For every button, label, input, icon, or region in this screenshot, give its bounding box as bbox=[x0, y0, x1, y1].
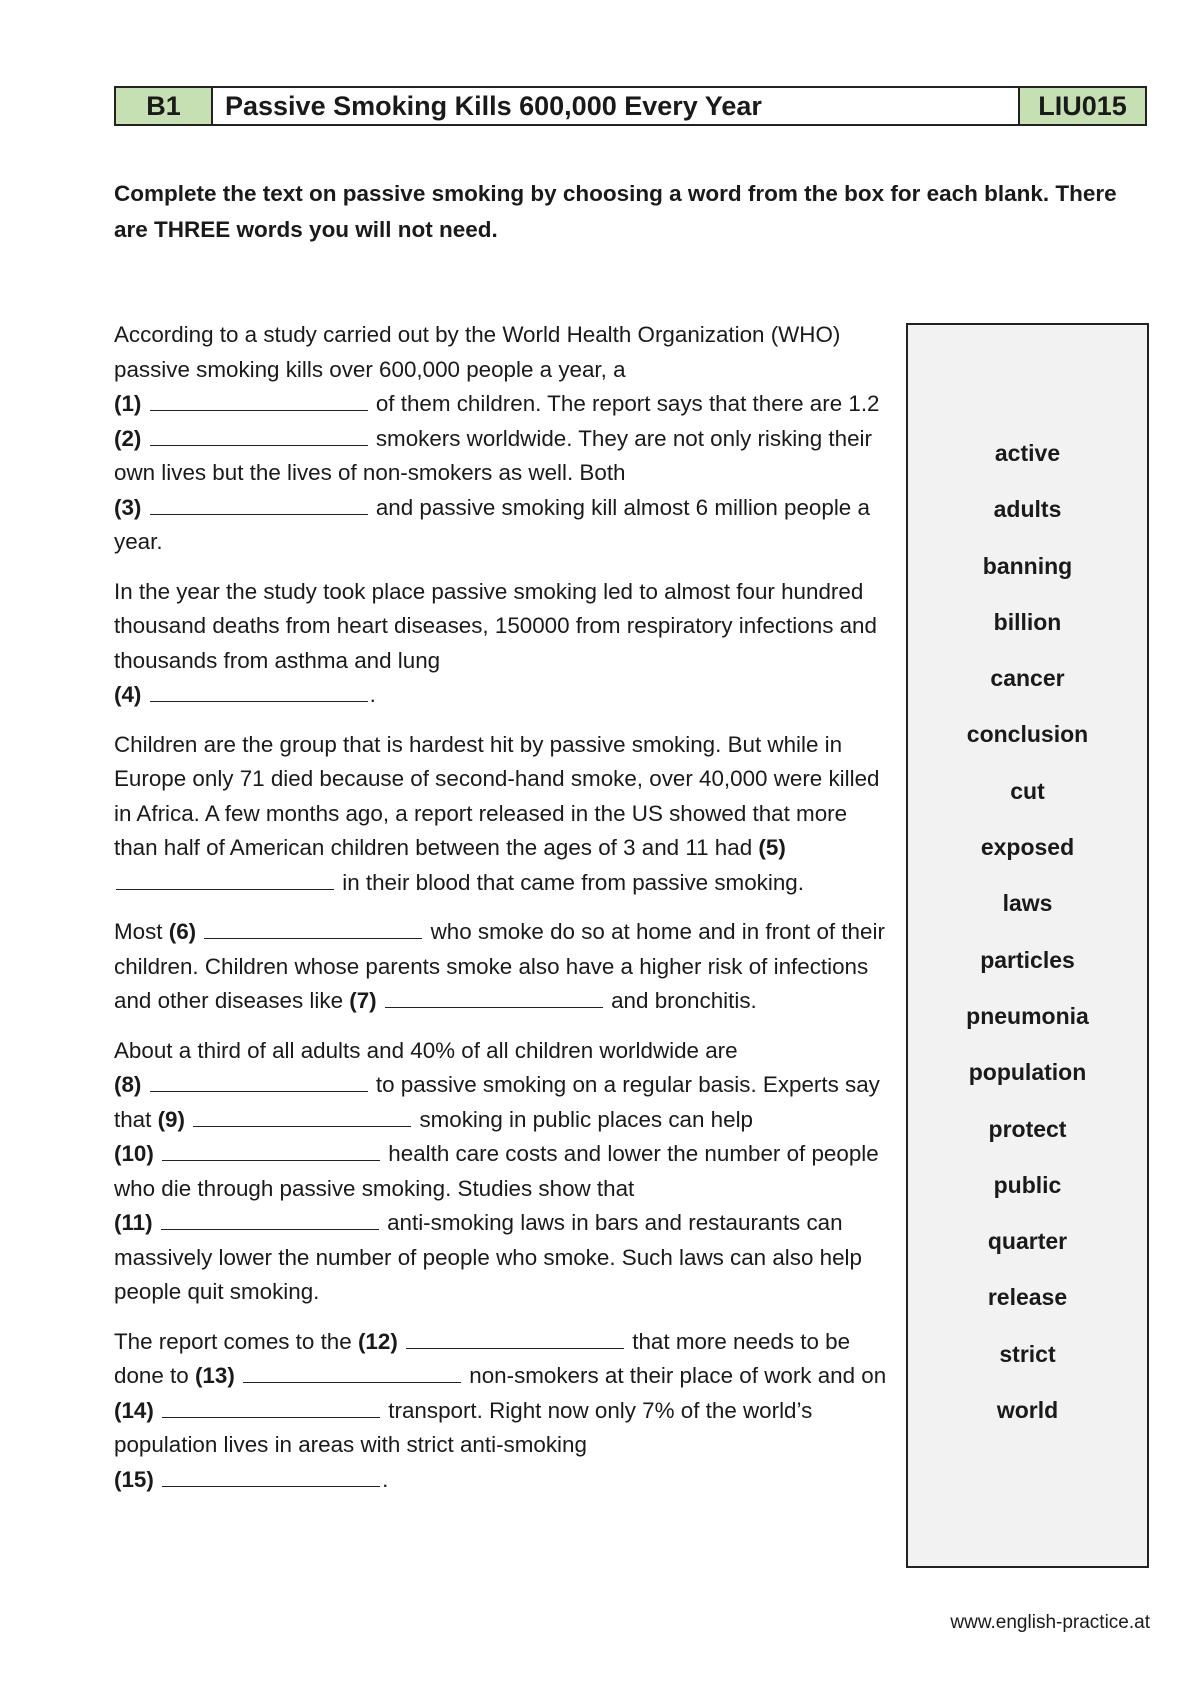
blank-14[interactable] bbox=[162, 1397, 380, 1418]
blank-3[interactable] bbox=[150, 494, 368, 515]
blank-8[interactable] bbox=[150, 1071, 368, 1092]
paragraph-6 bbox=[114, 1325, 894, 1498]
word-item: exposed bbox=[980, 834, 1075, 861]
text-segment: anti-smoking laws in bars and restaurants can massively lower the number of people who smoke. Such laws can also help people quit smoking. bbox=[114, 1210, 862, 1304]
paragraph-3 bbox=[114, 728, 894, 901]
paragraph-4 bbox=[114, 915, 894, 1019]
blank-number-5: (5) bbox=[758, 835, 786, 860]
text-segment: About a third of all adults and 40% of all children worldwide are bbox=[114, 1037, 738, 1063]
blank-number-3: (3) bbox=[114, 494, 142, 520]
text-segment: The report comes to the bbox=[114, 1328, 352, 1354]
gap-fill-text bbox=[114, 318, 894, 1512]
text-segment: In the year the study took place passive smoking led to almost four hundred thousand deaths from heart diseases, 150000 from respiratory infections and thousands from asthma and lung bbox=[114, 578, 877, 673]
blank-number-9: (9) bbox=[157, 1106, 185, 1132]
worksheet-header bbox=[114, 86, 1147, 126]
text-segment: who smoke do so at home and in front of their children. Children whose parents smoke also have a higher risk of infections and other diseases like bbox=[114, 919, 885, 1013]
blank-number-15: (15) bbox=[114, 1466, 154, 1492]
blank-number-12: (12) bbox=[357, 1328, 398, 1354]
text-segment: . bbox=[382, 1466, 389, 1492]
word-item: conclusion bbox=[966, 721, 1089, 748]
blank-number-8: (8) bbox=[114, 1072, 142, 1097]
text-segment: Children are the group that is hardest hit by passive smoking. But while in Europe only 71 died because of second-hand smoke, over 40,000 were killed in Africa. A few months ago, a report released in the US showed that more than half of American children between the ages of 3 and 11 had bbox=[114, 731, 880, 860]
word-item: protect bbox=[988, 1115, 1067, 1142]
blank-5[interactable] bbox=[116, 869, 334, 890]
blank-number-7: (7) bbox=[349, 988, 377, 1013]
paragraph-1 bbox=[114, 318, 894, 560]
word-box bbox=[906, 323, 1149, 1568]
word-item: laws bbox=[1002, 890, 1053, 917]
word-item: particles bbox=[980, 946, 1075, 973]
word-item: public bbox=[993, 1171, 1062, 1198]
paragraph-2 bbox=[114, 575, 894, 713]
text-segment: and passive smoking kill almost 6 million people a year. bbox=[114, 494, 870, 554]
text-segment: non-smokers at their place of work and on bbox=[469, 1363, 887, 1388]
word-item: adults bbox=[993, 496, 1062, 523]
word-item: world bbox=[996, 1397, 1059, 1424]
blank-number-4: (4) bbox=[114, 682, 142, 707]
word-item: pneumonia bbox=[966, 1002, 1089, 1029]
footer-url: www.english-practice.at bbox=[950, 1612, 1150, 1633]
text-segment: of them children. The report says that there are 1.2 bbox=[375, 391, 880, 416]
text-segment: and bronchitis. bbox=[611, 988, 757, 1013]
text-segment: smoking in public places can help bbox=[419, 1106, 754, 1132]
blank-9[interactable] bbox=[193, 1106, 411, 1127]
blank-number-10: (10) bbox=[114, 1141, 154, 1166]
blank-number-2: (2) bbox=[114, 425, 142, 451]
word-item: quarter bbox=[987, 1228, 1068, 1255]
word-item: release bbox=[987, 1284, 1068, 1311]
word-item: cut bbox=[1010, 777, 1045, 804]
text-segment: health care costs and lower the number of people who die through passive smoking. Studies show that bbox=[114, 1141, 879, 1201]
text-segment: to passive smoking on a regular basis. Experts say that bbox=[114, 1072, 880, 1132]
blank-number-11: (11) bbox=[114, 1210, 153, 1235]
blank-1[interactable] bbox=[150, 390, 368, 411]
blank-15[interactable] bbox=[162, 1466, 380, 1487]
blank-7[interactable] bbox=[385, 987, 603, 1008]
blank-13[interactable] bbox=[243, 1362, 461, 1383]
blank-number-1: (1) bbox=[114, 391, 142, 416]
blank-10[interactable] bbox=[162, 1140, 380, 1161]
blank-number-6: (6) bbox=[168, 919, 197, 944]
word-list bbox=[908, 441, 1147, 1454]
level-badge: B1 bbox=[116, 88, 213, 124]
worksheet-title: Passive Smoking Kills 600,000 Every Year bbox=[213, 88, 1020, 124]
word-item: banning bbox=[982, 552, 1073, 579]
blank-number-14: (14) bbox=[114, 1397, 154, 1423]
paragraph-5 bbox=[114, 1034, 894, 1310]
text-segment: . bbox=[369, 682, 376, 707]
blank-6[interactable] bbox=[204, 918, 422, 939]
word-item: cancer bbox=[990, 665, 1065, 692]
text-segment: that more needs to be done to bbox=[114, 1328, 851, 1388]
word-item: strict bbox=[999, 1340, 1056, 1367]
blank-11[interactable] bbox=[161, 1209, 379, 1230]
word-item: billion bbox=[993, 608, 1062, 635]
text-segment: smokers worldwide. They are not only risking their own lives but the lives of non-smokers as well. Both bbox=[114, 425, 872, 485]
text-segment: in their blood that came from passive smoking. bbox=[342, 869, 804, 895]
word-item: active bbox=[994, 440, 1061, 466]
text-segment: Most bbox=[114, 919, 163, 944]
instructions: Complete the text on passive smoking by choosing a word from the box for each blank. There are THREE words you will not need. bbox=[114, 181, 1117, 242]
blank-number-13: (13) bbox=[194, 1363, 235, 1388]
worksheet-code: LIU015 bbox=[1020, 88, 1145, 124]
text-segment: According to a study carried out by the World Health Organization (WHO) passive smoking kills over 600,000 people a year, a bbox=[114, 322, 841, 382]
word-item: population bbox=[968, 1059, 1087, 1086]
blank-4[interactable] bbox=[150, 681, 368, 702]
text-segment: transport. Right now only 7% of the world’s population lives in areas with strict anti-smoking bbox=[114, 1397, 813, 1457]
blank-2[interactable] bbox=[150, 425, 368, 446]
blank-12[interactable] bbox=[406, 1328, 624, 1349]
